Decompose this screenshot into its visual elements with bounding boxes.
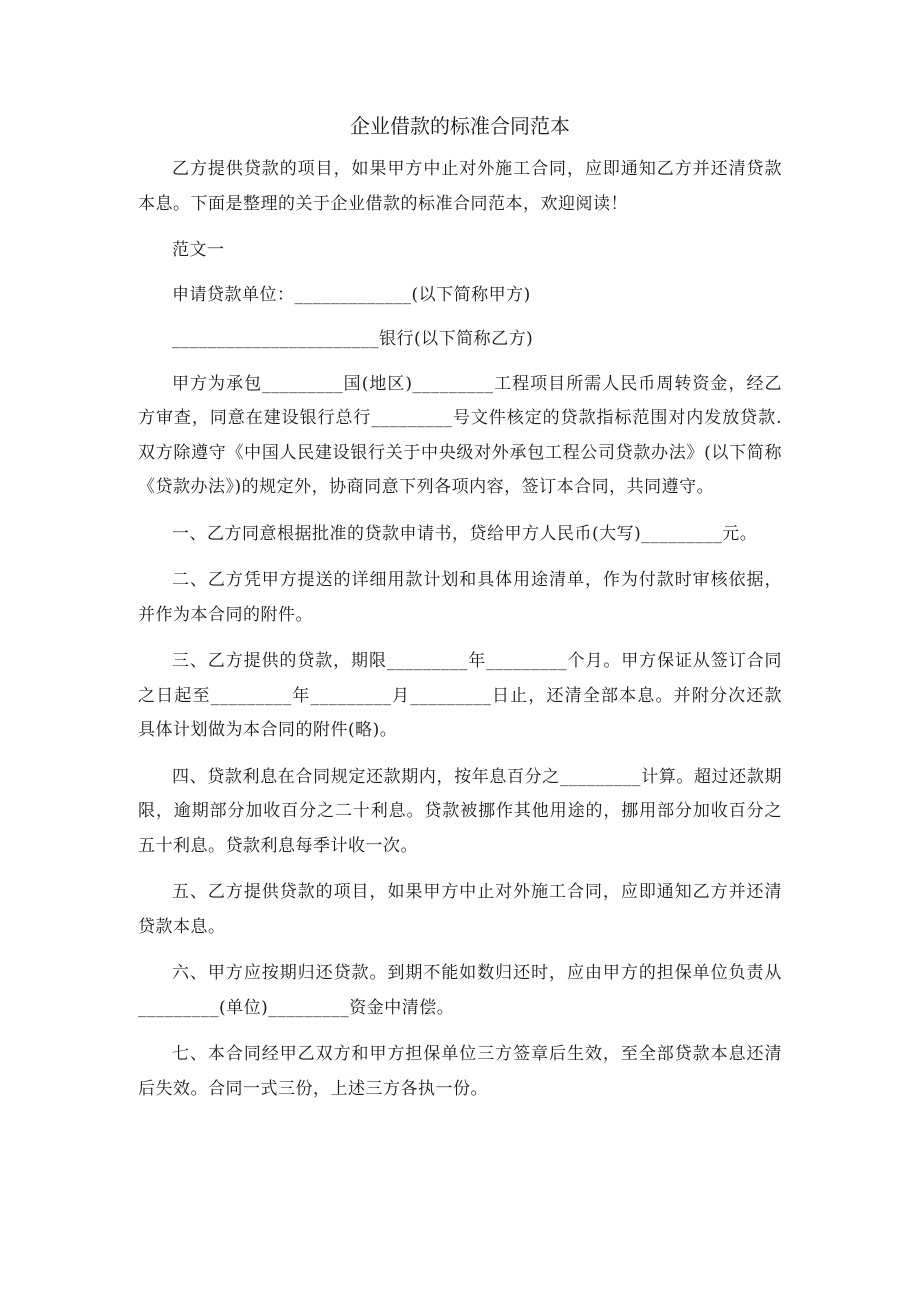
section-heading-sample-one: 范文一: [172, 240, 225, 260]
applicant-unit-line: 申请贷款单位：_____________(以下简称甲方): [172, 284, 531, 305]
clause-6: 六、甲方应按期归还贷款。到期不能如数归还时，应由甲方的担保单位负责从_________(单位)_________资金中清偿。: [138, 963, 782, 1018]
document-title: 企业借款的标准合同范本: [350, 114, 570, 138]
bank-line: _______________________银行(以下简称乙方): [172, 329, 534, 349]
clause-1: 一、乙方同意根据批准的贷款申请书，贷给甲方人民币(大写)_________元。: [172, 523, 758, 544]
intro-paragraph: 乙方提供贷款的项目，如果甲方中止对外施工合同，应即通知乙方并还清贷款本息。下面是整理的关于企业借款的标准合同范本，欢迎阅读！: [138, 159, 782, 214]
clause-4: 四、贷款利息在合同规定还款期内，按年息百分之_________计算。超过还款期限，逾期部分加收百分之二十利息。贷款被挪作其他用途的，挪用部分加收百分之五十利息。贷款利息每季计收一次。: [138, 766, 782, 856]
preamble-paragraph: 甲方为承包_________国(地区)_________工程项目所需人民币周转资金，经乙方审查，同意在建设银行总行_________号文件核定的贷款指标范围对内发放贷款.双方除遵守《中国人民建设银行关于中央级对外承包工程公司贷款办法》(以下简称《贷款办法》)的规定外，协商同意下列各项内容，签订本合同，共同遵守。: [138, 373, 782, 497]
clause-3: 三、乙方提供的贷款，期限_________年_________个月。甲方保证从签订合同之日起至_________年_________月_________日止，还清全部本息。并附分次还款具体计划做为本合同的附件(略)。: [138, 651, 782, 740]
clause-2: 二、乙方凭甲方提送的详细用款计划和具体用途清单，作为付款时审核依据，并作为本合同的附件。: [138, 570, 782, 625]
clause-7: 七、本合同经甲乙双方和甲方担保单位三方签章后生效，至全部贷款本息还清后失效。合同一式三份，上述三方各执一份。: [138, 1044, 782, 1099]
document-page: [138, 108, 782, 1118]
clause-5: 五、乙方提供贷款的项目，如果甲方中止对外施工合同，应即通知乙方并还清贷款本息。: [138, 882, 782, 937]
